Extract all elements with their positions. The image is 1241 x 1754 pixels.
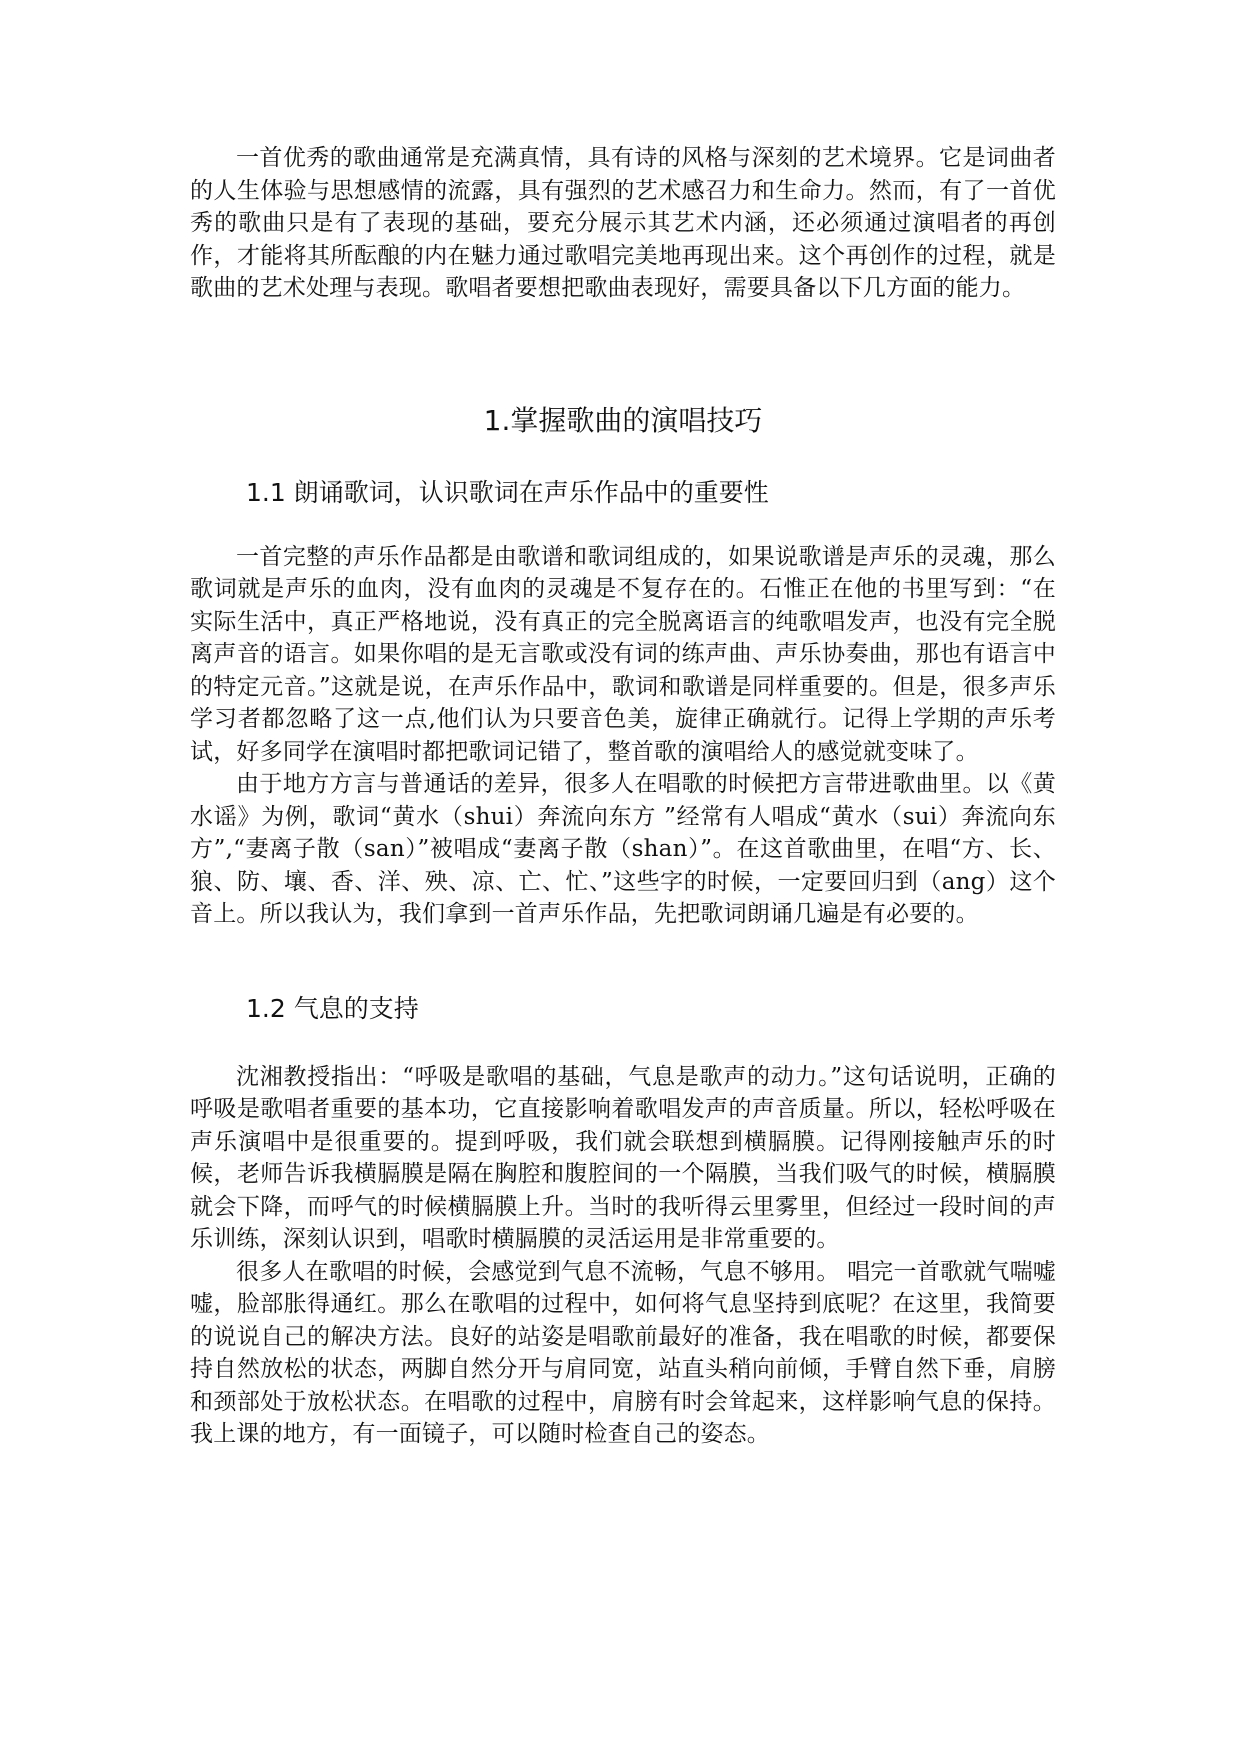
page-body	[190, 142, 1056, 1451]
section-1-1-heading: 1.1 朗诵歌词，认识歌词在声乐作品中的重要性	[246, 477, 769, 507]
section-1-1-paragraph-1: 一首完整的声乐作品都是由歌谱和歌词组成的，如果说歌谱是声乐的灵魂，那么歌词就是声乐的血肉，没有血肉的灵魂是不复存在的。石惟正在他的书里写到：“在实际生活中，真正严格地说，没有真正的完全脱离语言的纯歌唱发声，也没有完全脱离声音的语言。如果你唱的是无言歌或没有词的练声曲、声乐协奏曲，那也有语言中的特定元音。”这就是说，在声乐作品中，歌词和歌谱是同样重要的。但是，很多声乐学习者都忽略了这一点,他们认为只要音色美，旋律正确就行。记得上学期的声乐考试，好多同学在演唱时都把歌词记错了，整首歌的演唱给人的感觉就变味了。	[190, 543, 1056, 765]
section-1-2-paragraph-2: 很多人在歌唱的时候，会感觉到气息不流畅，气息不够用。 唱完一首歌就气喘嘘嘘，脸部胀得通红。那么在歌唱的过程中，如何将气息坚持到底呢？在这里，我简要的说说自己的解决方法。良好的站姿是唱歌前最好的准备，我在唱歌的时候，都要保持自然放松的状态，两脚自然分开与肩同宽，站直头稍向前倾，手臂自然下垂，肩膀和颈部处于放松状态。在唱歌的过程中，肩膀有时会耸起来，这样影响气息的保持。我上课的地方，有一面镜子，可以随时检查自己的姿态。	[190, 1258, 1056, 1447]
section-1-heading: 1.掌握歌曲的演唱技巧	[483, 403, 763, 437]
section-1-2-paragraph-1: 沈湘教授指出：“呼吸是歌唱的基础，气息是歌声的动力。”这句话说明，正确的呼吸是歌唱者重要的基本功，它直接影响着歌唱发声的声音质量。所以，轻松呼吸在声乐演唱中是很重要的。提到呼吸，我们就会联想到横膈膜。记得刚接触声乐的时候，老师告诉我横膈膜是隔在胸腔和腹腔间的一个隔膜，当我们吸气的时候，横膈膜就会下降，而呼气的时候横膈膜上升。当时的我听得云里雾里，但经过一段时间的声乐训练，深刻认识到，唱歌时横膈膜的灵活运用是非常重要的。	[190, 1063, 1056, 1252]
section-1-1-paragraph-2: 由于地方方言与普通话的差异，很多人在唱歌的时候把方言带进歌曲里。以《黄水谣》为例，歌词“黄水（shui）奔流向东方 ”经常有人唱成“黄水（sui）奔流向东方”,“妻离子散（san）”被唱成“妻离子散（shan）”。在这首歌曲里，在唱“方、长、狼、防、壤、香、洋、殃、凉、亡、忙、”这些字的时候，一定要回归到（ang）这个音上。所以我认为，我们拿到一首声乐作品，先把歌词朗诵几遍是有必要的。	[190, 771, 1056, 927]
intro-paragraph: 一首优秀的歌曲通常是充满真情，具有诗的风格与深刻的艺术境界。它是词曲者的人生体验与思想感情的流露，具有强烈的艺术感召力和生命力。然而，有了一首优秀的歌曲只是有了表现的基础，要充分展示其艺术内涵，还必须通过演唱者的再创作，才能将其所酝酿的内在魅力通过歌唱完美地再现出来。这个再创作的过程，就是歌曲的艺术处理与表现。歌唱者要想把歌曲表现好，需要具备以下几方面的能力。	[190, 145, 1056, 301]
section-1-2-heading: 1.2 气息的支持	[246, 993, 419, 1023]
